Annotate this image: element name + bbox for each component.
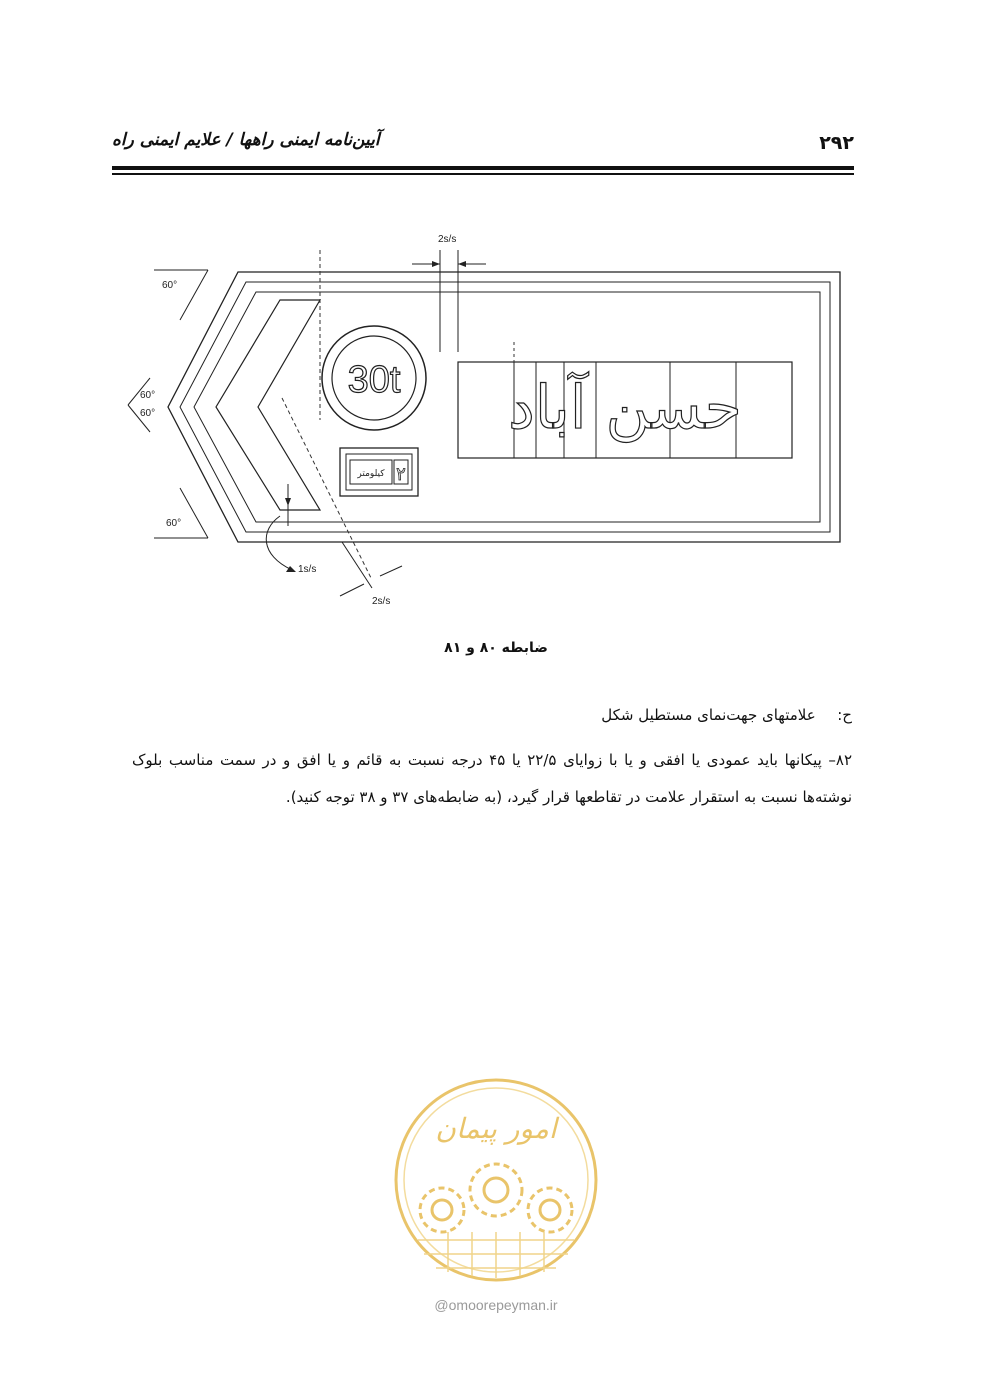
dim-small-leader-head [286, 566, 296, 572]
dim-top-head-right [458, 261, 466, 267]
angle-mid-top-label: 60° [140, 390, 156, 401]
route-label: کیلومتر [357, 469, 385, 479]
page-number: ۲۹۲ [819, 132, 854, 154]
angle-bottom-slant [180, 488, 208, 538]
section-label: ح: [837, 706, 852, 724]
header-rule-thin [112, 173, 854, 175]
place-name-text: حسن آباد [508, 373, 742, 443]
section-title: علامتهای جهت‌نمای مستطیل شکل [601, 706, 816, 724]
dim-bottom-arrow-right [380, 566, 402, 576]
paragraph-text: ۸۲– پیکانها باید عمودی یا افقی و یا با زوایای ۲۲/۵ یا ۴۵ درجه نسبت به قائم و یا افق و در سمت مناسب بلوک نوشته‌ها نسبت به استقرار علامت در تقاطعها قرار گیرد، (به ضابطه‌های ۳۷ و ۳۸ توجه کنید). [132, 751, 853, 806]
dim-small-head [285, 498, 291, 506]
header-rule-thick [112, 166, 854, 170]
weight-sign-text: 30t [347, 359, 401, 401]
running-title: آیین‌نامه ایمنی راهها / علایم ایمنی راه [112, 130, 380, 150]
logo-svg [388, 1072, 604, 1292]
logo-gears [420, 1164, 572, 1232]
section-heading [601, 706, 852, 724]
sign-diagram [110, 220, 850, 620]
angle-top-slant [180, 270, 208, 320]
angle-bottom-label: 60° [166, 518, 182, 529]
route-number: ۲ [396, 464, 406, 485]
figure-caption: ضابطه ۸۰ و ۸۱ [444, 640, 548, 656]
angle-top-label: 60° [162, 280, 178, 291]
publisher-logo [388, 1072, 604, 1292]
watermark-url: @omoorepeyman.ir [434, 1297, 558, 1313]
sign-diagram-svg [110, 220, 850, 620]
dashed-diagonal [282, 398, 372, 580]
logo-grid [418, 1232, 574, 1278]
angle-mid-bottom-label: 60° [140, 408, 156, 419]
body-paragraph [132, 742, 852, 816]
dim-top-label: 2s/s [438, 234, 457, 245]
dim-bottom-arrow-left [340, 584, 364, 596]
page-header [112, 126, 854, 166]
dim-top-head-left [432, 261, 440, 267]
chevron-arrow [216, 300, 320, 510]
dim-bottom-label: 2s/s [372, 596, 391, 607]
logo-text: امور پیمان [435, 1112, 557, 1145]
dim-bottom-left-label: 1s/s [298, 564, 317, 575]
